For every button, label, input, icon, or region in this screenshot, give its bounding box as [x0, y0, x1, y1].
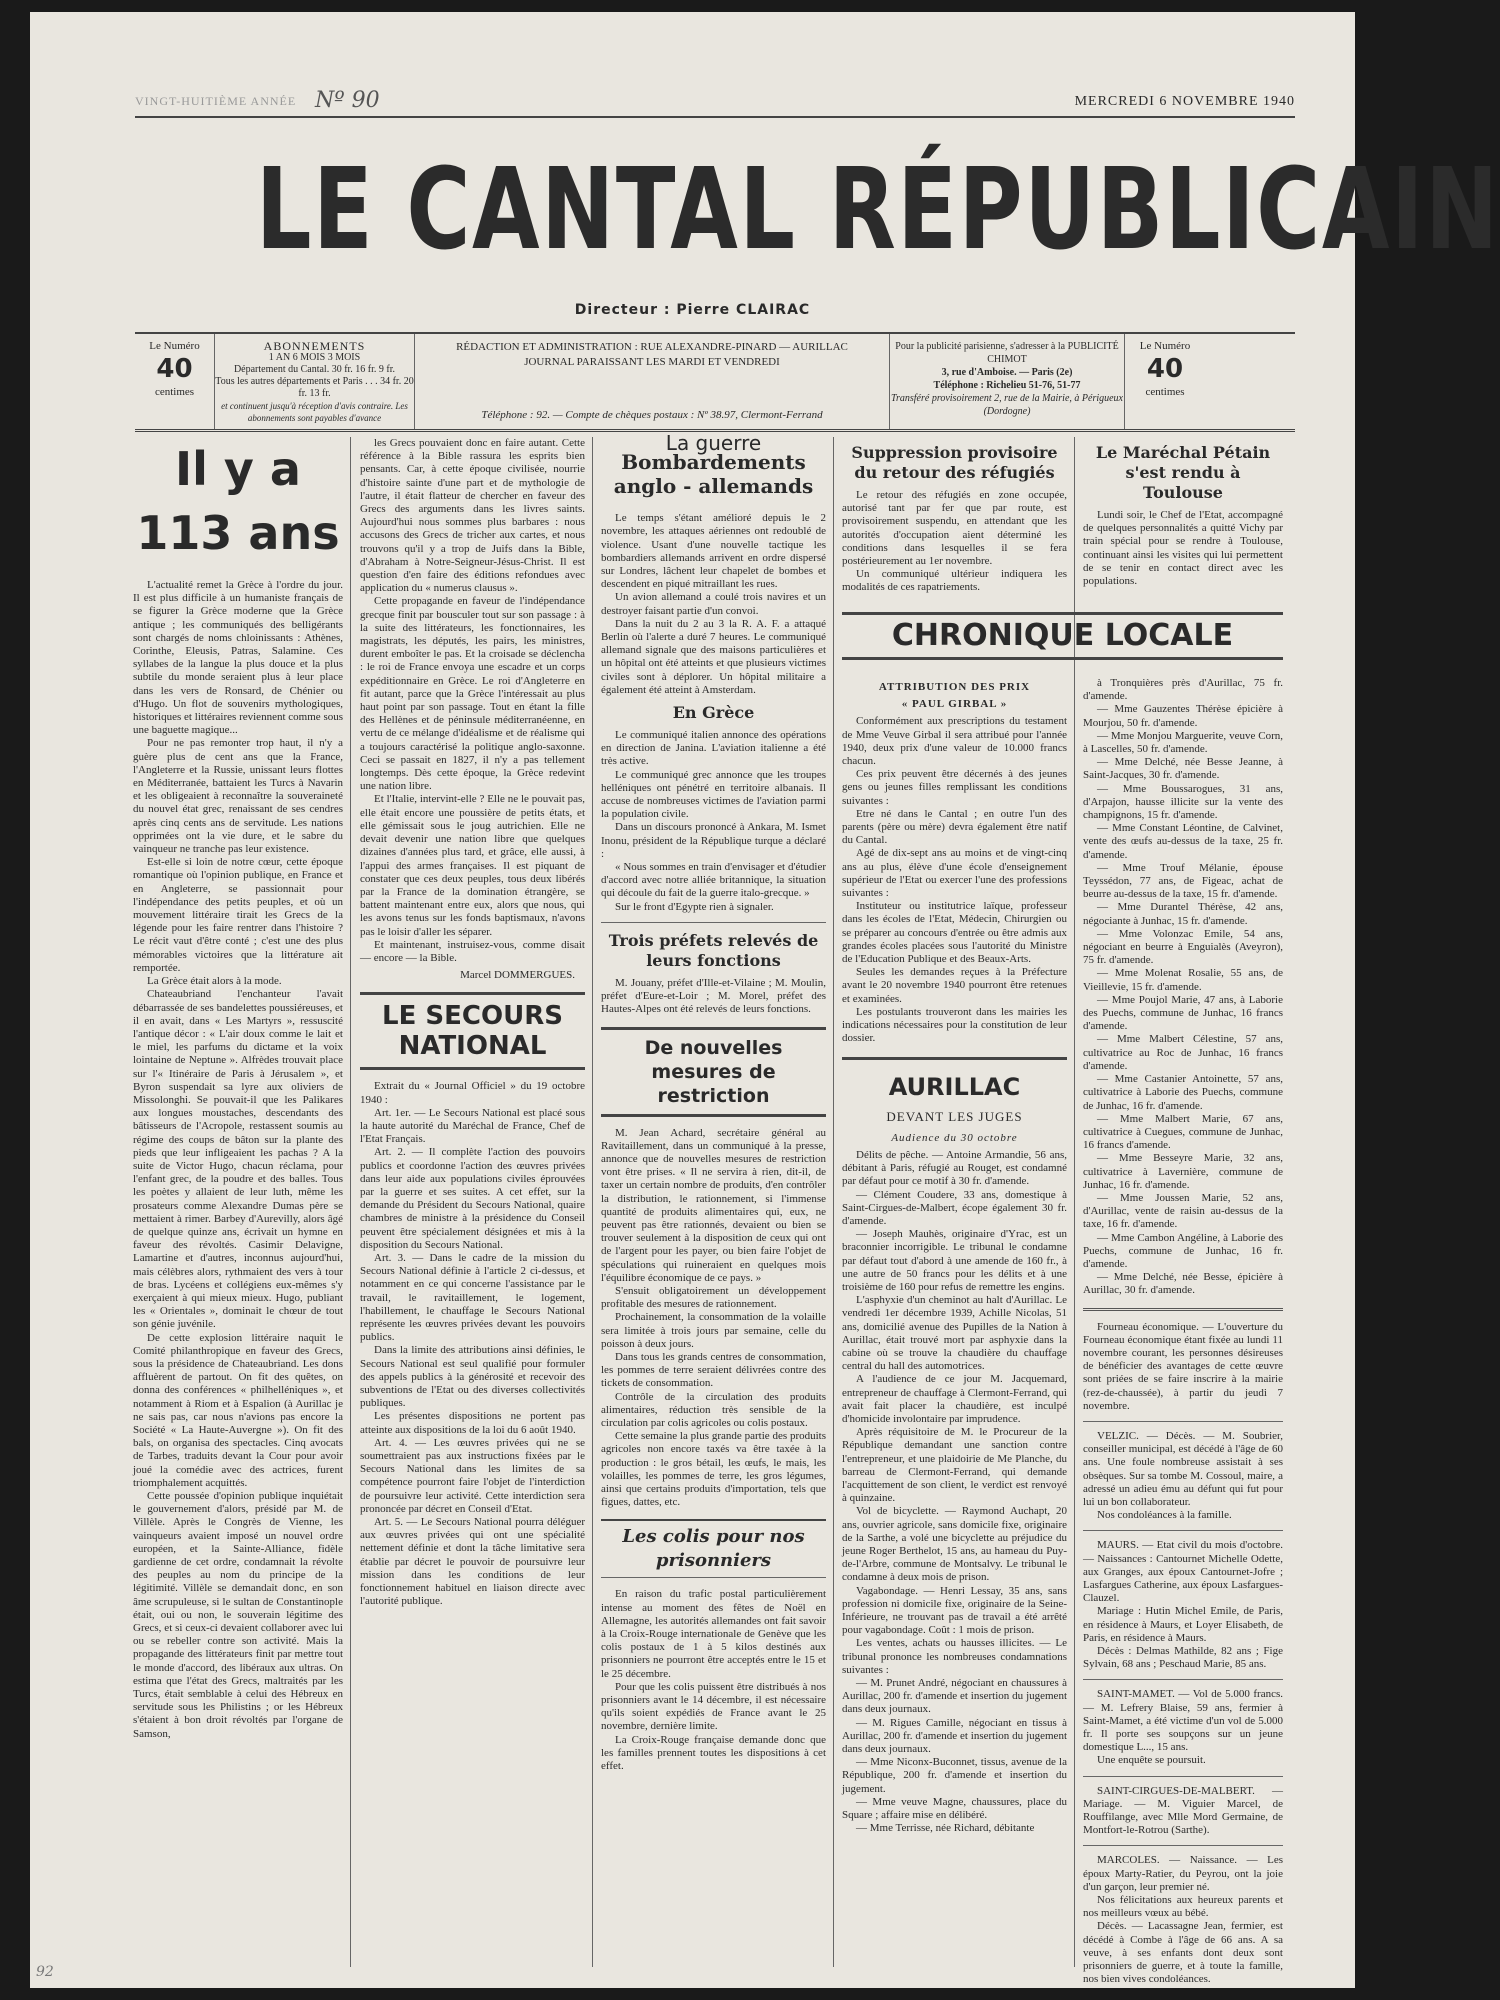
subhead-en-grece: En Grèce: [672, 703, 755, 723]
newspaper-title: LE CANTAL RÉPUBLICAIN: [255, 145, 1500, 275]
article-signature: Marcel DOMMERGUES.: [460, 969, 575, 982]
paragraph: — Mme Terrisse, née Richard, débitante: [856, 1822, 1035, 1835]
column-5-lower: [1083, 677, 1283, 1986]
paragraph: Cette semaine la plus grande partie des produits agricoles non encore taxés va être taxée à la production : le gros bétail, les œufs, le mais, les volailles, les pommes de terre, les gros légumes, ainsi que certains produits d'importation, tels que figues, dattes, etc.: [601, 1430, 826, 1509]
article-devant-les-juges: [842, 1149, 1067, 1836]
paragraph: Est-elle si loin de notre cœur, cette époque romantique où l'opinion publique, en France et en Angleterre, se passionnait pour l'indépendance des petits peuples, et où un mouvement littéraire tirait les Grecs de la légende pour les faire rentrer dans l'histoire ? Le récit vaut d'être conté ; c'est une des plus mémorables victoires que la littérature ait remportée.: [133, 856, 343, 974]
column-rule: [1074, 437, 1075, 1967]
paragraph: S'ensuit obligatoirement un développement profitable des mesures de rationnement.: [601, 1284, 826, 1311]
paragraph: — Mme Cambon Angéline, à Laborie des Puechs, commune de Junhac, 16 fr. d'amende.: [1083, 1231, 1283, 1270]
column-3: [601, 431, 826, 1967]
paragraph: Un communiqué ultérieur indiquera les modalités de ces rapatriements.: [842, 568, 1067, 594]
paragraph: Art. 4. — Les œuvres privées qui ne se soumettraient pas aux instructions fixées par le Secours National dans les limites de sa compétence pourront faire l'objet de l'interdiction de poursuivre leur activité. Cette interdiction sera prononcée par décret en Conseil d'Etat.: [360, 1436, 585, 1515]
paragraph: les Grecs pouvaient donc en faire autant. Cette référence à la Bible rassura les esprits bien pensants. Car, à cette époque civilisée, nourrie d'histoire sainte d'une part et de mythologie de l'autre, il était flatteur de chercher en faveur des Grecs des arguments dans les livres saints. Aujourd'hui nous sommes plus barbares : nous accusons des Grecs de tricher aux cartes, et nous trouvons qu'il y a trop de Juifs dans la Bible, d'Abraham à Notre-Seigneur-Jésus-Christ. Il est question d'en faire des éditions refondues avec application du « numerus clausus ».: [360, 437, 585, 595]
redaction-telephone: Téléphone : 92. — Compte de chèques postaux : Nº 38.97, Clermont-Ferrand: [481, 409, 823, 421]
paragraph: Le communiqué italien annonce des opérations en direction de Janina. L'aviation italienne a été très active.: [601, 729, 826, 768]
article-amendes-suite: [1083, 677, 1283, 1298]
paragraph: Et maintenant, instruisez-vous, comme disait — encore — la Bible.: [360, 938, 585, 964]
article-marechal-petain: [1083, 509, 1283, 588]
paragraph: — Mme veuve Magne, chaussures, place du Square ; affaire mise en délibéré.: [842, 1795, 1067, 1822]
paragraph: — Mme Delché, née Besse Jeanne, à Saint-Jacques, 30 fr. d'amende.: [1083, 756, 1283, 782]
separator: [1083, 1776, 1283, 1777]
paragraph: Art. 2. — Il complète l'action des pouvoirs publics et coordonne l'action des œuvres privées dans leur aide aux populations civiles éprouvées par la guerre et ses suites. A cet effet, sur la demande du Président du Secours National, quaire chambres de ministre à la présidence du Conseil peuvent être spécialement désignées et mis à la disposition du Secours National.: [360, 1146, 585, 1251]
paragraph: — Mme Gauzentes Thérèse épicière à Mourjou, 50 fr. d'amende.: [1083, 703, 1283, 729]
separator: [1083, 1845, 1283, 1846]
paragraph: Un avion allemand a coulé trois navires et un destroyer faisant partie d'un convoi.: [601, 591, 826, 617]
paragraph: — Joseph Mauhès, originaire d'Yrac, est un braconnier incorrigible. Le tribunal le condamne par défaut tout d'abord à une amende de 160 fr., à une autre de 50 francs pour les délits et à une troisième de 160 pour refus de remettre les engins.: [842, 1228, 1067, 1293]
column-4-lower: [842, 677, 1067, 1967]
headline-il-y-a-113-ans: Il y a 113 ans: [136, 442, 340, 560]
paragraph: — Mme Besseyre Marie, 32 ans, cultivatrice à Lavernière, commune de Junhac, 16 fr. d'amende.: [1083, 1152, 1283, 1191]
pub-line4: Transféré provisoirement 2, rue de la Mairie, à Périgueux (Dordogne): [890, 393, 1123, 417]
headline-colis-prisonniers: Les colis pour nos prisonniers: [601, 1519, 826, 1578]
paragraph: Instituteur ou institutrice laïque, professeur dans les écoles de l'Etat, Médecin, Chirurgien ou se préparer au concours d'entrée ou être admis aux grandes écoles placées sous l'autorité du Ministre de l'Education Publique et des Beaux-Arts.: [842, 900, 1067, 966]
redaction-schedule: JOURNAL PARAISSANT LES MARDI ET VENDREDI: [524, 356, 780, 368]
top-dateline: [135, 88, 1295, 118]
paragraph: Vagabondage. — Henri Lessay, 35 ans, sans profession ni domicile fixe, originaire de la Seine-Inférieure, ne trouvant pas de travail a été arrêté pour vagabondage. Coût : 1 mois de prison.: [842, 1584, 1067, 1637]
paragraph: Dans un discours prononcé à Ankara, M. Ismet Inonu, président de la République turque a déclaré :: [601, 821, 826, 860]
paragraph: — M. Rigues Camille, négociant en tissus à Aurillac, 200 fr. d'amende et insertion du jugement dans deux journaux.: [842, 1716, 1067, 1756]
paragraph: Chateaubriand l'enchanteur l'avait débarrassée de ses bandelettes poussiéreuses, et il en avait, dans « Les Martyrs », ressuscité l'antique décor : « L'air doux comme le lait et le miel, les parfums du dictame et la voix lointaine de Neptune ». Alfrèdes trouvait place sur l'« Itinéraire de Paris à Jérusalem », et Byron suspendait sa lyre aux oliviers de Missolonghi. Se pouvait-il que les Palikares aux longues moustaches, descendants des bâtisseurs de l'Acropole, restassent soumis au régime des coups de bâton sur la plante des pieds que leur infligeaient les pachas ? A la suite de Victor Hugo, chacun réclama, pour l'enfant grec, de la poudre et des balles. Tous les poètes y allaient de leur luth, même les prosateurs comme Alexandre Dumas père se mettaient à rimer. Barbey d'Aurevilly, alors âgé de quelque quinze ans, écrivait un hymne en faveur des révoltés. Casimir Delavigne, Lamartine et d'autres, inconnus aujourd'hui, mais célèbres alors, rythmaient des vers à tour de bras. Lycéens et collégiens eux-mêmes s'y exerçaient à qui mieux mieux. Hugo, publiant les « Orientales », dominait le chœur de tout son génie juvénile.: [133, 988, 343, 1331]
column-rule: [350, 437, 351, 1967]
issue-date: MERCREDI 6 NOVEMBRE 1940: [1074, 94, 1295, 109]
paragraph: — Mme Molenat Rosalie, 55 ans, de Vieillevie, 15 fr. d'amende.: [1083, 967, 1283, 993]
paragraph: Lundi soir, le Chef de l'Etat, accompagné de quelques personnalités a quitté Vichy par train spécial pour se rendre à Toulouse, continuant ainsi les visites qui lui permettent de se tenir en contact direct avec les populations.: [1083, 509, 1283, 588]
issue-number: Nº 90: [315, 88, 380, 113]
paragraph: Le temps s'étant amélioré depuis le 2 novembre, les attaques aériennes ont redoublé de violence. Usant d'une nouvelle tactique les bombardiers allemands arrivent en ordre dispersé sur Londres, lâchent leur chapelet de bombes et descendent en piqué mitraillant les rues.: [601, 512, 826, 591]
paragraph: L'asphyxie d'un cheminot au halt d'Aurillac. Le vendredi 1er décembre 1939, Achille Nicolas, 51 ans, domicilié avenue des Pupilles de la Nation à Aurillac, était trouvé mort par asphyxie dans la cabine où se trouve la chaudière du chauffage central du hall des automotrices.: [842, 1294, 1067, 1373]
paragraph: Le communiqué grec annonce que les troupes helléniques ont pénétré en territoire albanais. Il accuse de nombreuses victimes de l'aviation parmi la population civile.: [601, 768, 826, 821]
paragraph: En raison du trafic postal particulièrement intense au moment des fêtes de Noël en Allemagne, les autorités allemandes ont fait savoir à la Croix-Rouge internationale de Genève que les colis postaux de 1 à 5 kilos destinés aux prisonniers ne pourront être acceptés entre le 15 et le 25 décembre.: [601, 1588, 826, 1680]
paragraph: — Mme Malbert Célestine, 57 ans, cultivatrice au Roc de Junhac, 16 francs d'amende.: [1083, 1033, 1283, 1072]
director-line: Directeur : Pierre CLAIRAC: [574, 302, 811, 318]
paragraph: MAURS. — Etat civil du mois d'octobre. — Naissances : Cantournet Michelle Odette, aux Granges, aux époux Cantournet-Jofre ; Lasfargues Catherine, aux époux Lasfargues-Clauzel.: [1083, 1539, 1283, 1605]
paragraph: Contrôle de la circulation des produits alimentaires, réduction très sensible de la circulation par colis agricoles ou colis postaux.: [601, 1390, 826, 1429]
pub-line1: Pour la publicité parisienne, s'adresser à la PUBLICITÉ CHIMOT: [895, 341, 1119, 365]
subhead-devant-les-juges: DEVANT LES JUGES: [886, 1109, 1023, 1125]
paragraph: MARCOLES. — Naissance. — Les époux Marty-Ratier, du Peyrou, ont la joie d'un garçon, leur premier né.: [1083, 1854, 1283, 1893]
paragraph: — Mme Monjou Marguerite, veuve Corn, à Lascelles, 50 fr. d'amende.: [1083, 729, 1283, 756]
price-box-right: [1125, 334, 1205, 429]
audience-date: Audience du 30 octobre: [891, 1131, 1018, 1144]
paragraph: Extrait du « Journal Officiel » du 19 octobre 1940 :: [360, 1080, 585, 1106]
article-il-y-a-113-ans: [133, 579, 343, 1741]
paragraph: Ces prix peuvent être décernés à des jeunes gens ou jeunes filles remplissant les conditions suivantes :: [842, 768, 1067, 807]
paragraph: — Mme Malbert Marie, 67 ans, cultivatrice à Cuegues, commune de Junhac, 16 francs d'amende.: [1083, 1112, 1283, 1152]
paragraph: Décès. — Lacassagne Jean, fermier, est décédé à Combe à l'âge de 66 ans. A sa veuve, à ses enfants dont deux sont prisonniers de guerre, et à toute la famille, nos bien vives condoléances.: [1083, 1920, 1283, 1986]
paragraph: — Mme Trouf Mélanie, épouse Teyssédon, 77 ans, de Figeac, achat de beurre au-dessus de la taxe, 15 fr. d'amende.: [1083, 861, 1283, 901]
separator: [601, 922, 826, 923]
separator: [1083, 1679, 1283, 1680]
article-velzic: [1083, 1430, 1283, 1522]
paragraph: De cette explosion littéraire naquit le Comité philanthropique en faveur des Grecs, sous la présidence de Chateaubriand. Les dons affluèrent de partout. On fit des quêtes, on donna des conférences « philhelléniques », et notamment à Riom et à Espalion (à Aurillac je ne sais pas, car nous n'avions pas encore la Société « La Haute-Auvergne »). On fit des bals, on organisa des spectacles. Cinq avocats de Tarbes, traduits devant la Cour pour avoir joué la comédie avec des actrices, furent triomphalement acquittés.: [133, 1331, 343, 1489]
paragraph: — Clément Coudere, 33 ans, domestique à Saint-Cirgues-de-Malbert, écope également 30 fr. d'amende.: [842, 1188, 1067, 1227]
paragraph: VELZIC. — Décès. — M. Soubrier, conseiller municipal, est décédé à l'âge de 60 ans. Une foule nombreuse assistait à ses obsèques. Sur sa tombe M. Cossoul, maire, a adressé un adieu ému au défunt qui fut pour lui un bon collaborateur.: [1083, 1429, 1283, 1508]
subscriptions-line2: Tous les autres départements et Paris . . . 34 fr. 20 fr. 13 fr.: [215, 376, 414, 399]
paragraph: Cette propagande en faveur de l'indépendance grecque finit par bousculer tout sur son passage : à la suite des littérateurs, les fonctionnaires, les magistrats, les députés, les pairs, les ministres, durent emboîter le pas. Et la croisade se déclencha : le roi de France envoya une escadre et un corps expéditionnaire en Grèce. Le roi d'Angleterre en fit autant, parce que la Grèce l'intéressait au plus haut point par son passage. Tout en étant la fille des Hellènes et de péninsule méditerranéenne, en vertu de ce mélange d'idéalisme et de réalisme qui a toujours caractérisé la politique anglo-saxonne. Ceci se passait en 1827, il n'y a pas tellement longtemps. Dès cette époque, la Grèce redevint une nation libre.: [360, 595, 585, 793]
article-colis-prisonniers: [601, 1588, 826, 1773]
paragraph: Nos condoléances à la famille.: [1097, 1509, 1232, 1522]
price-unit: centimes: [1145, 386, 1185, 398]
year-label: VINGT-HUITIÈME ANNÉE: [135, 94, 297, 108]
subscriptions-note: et continuent jusqu'à réception d'avis contraire. Les abonnements sont payables d'avance: [221, 401, 408, 423]
paragraph: Délits de pêche. — Antoine Armandie, 56 ans, débitant à Paris, réfugié au Rouget, est condamné par défaut pour ce motif à 30 fr. d'amende.: [842, 1148, 1067, 1188]
paragraph: — Mme Volonzac Emile, 54 ans, négociant en beurre à Enguialès (Aveyron), 75 fr. d'amende.: [1083, 927, 1283, 967]
headline-marechal-petain: Le Maréchal Pétain s'est rendu à Toulouse: [1095, 443, 1271, 502]
paragraph: La Grèce était alors à la mode.: [147, 975, 282, 988]
pub-line3: Téléphone : Richelieu 51-76, 51-77: [933, 380, 1081, 391]
headline-secours-national: LE SECOURS NATIONAL: [360, 992, 585, 1070]
paragraph: Art. 1er. — Le Secours National est placé sous la haute autorité du Maréchal de France, Chef de l'Etat Français.: [360, 1106, 585, 1146]
info-bar: [135, 332, 1295, 432]
redaction-address: RÉDACTION ET ADMINISTRATION : RUE ALEXANDRE-PINARD — AURILLAC: [456, 341, 848, 353]
subscriptions-periods: 1 AN 6 MOIS 3 MOIS: [268, 352, 361, 363]
separator: [1083, 1530, 1283, 1531]
paragraph: — Mme Niconx-Buconnet, tissus, avenue de la République, 200 fr. d'amende et insertion du jugement.: [842, 1756, 1067, 1795]
separator: [1083, 1308, 1283, 1311]
paragraph: — Mme Boussarogues, 31 ans, d'Arpajon, hausse illicite sur la vente des champignons, 15 fr. d'amende.: [1083, 782, 1283, 822]
paragraph: — Mme Durantel Thérèse, 42 ans, négociante à Junhac, 15 fr. d'amende.: [1083, 901, 1283, 927]
headline-chronique-locale: CHRONIQUE LOCALE: [842, 612, 1283, 660]
price-value: 40: [156, 354, 193, 384]
article-suppression-retour: [842, 489, 1067, 595]
article-trois-prefets: [601, 977, 826, 1017]
subscriptions-box: [215, 334, 415, 429]
column-2: [360, 437, 585, 1967]
paragraph: Prochainement, la consommation de la volaille sera limitée à trois jours par semaine, celle du poisson à deux jours.: [601, 1311, 826, 1350]
pub-line2: 3, rue d'Amboise. — Paris (2e): [941, 367, 1073, 378]
headline-suppression-retour: Suppression provisoire du retour des réfugiés: [851, 443, 1058, 482]
column-rule: [833, 437, 834, 1967]
chronique-banner: [842, 612, 1283, 660]
price-label: Le Numéro: [1139, 340, 1191, 352]
paragraph: « Nous sommes en train d'envisager et d'étudier d'accord avec notre alliée britannique, la situation qui découle du fait de la guerre italo-grecque. »: [601, 861, 826, 900]
headline-nouvelles-mesures: De nouvelles mesures de restriction: [601, 1027, 826, 1117]
paragraph: Le retour des réfugiés en zone occupée, autorisé tant par fer que par route, est provisoirement suspendu, en attendant que les autorités d'occupation aient déterminé les conditions dans lesquelles il se fera postérieurement au 1er novembre.: [842, 489, 1067, 568]
paragraph: Les présentes dispositions ne portent pas atteinte aux dispositions de la loi du 6 août 1940.: [360, 1410, 585, 1436]
article-saint-cirgues: [1083, 1785, 1283, 1838]
paragraph: Dans la nuit du 2 au 3 la R. A. F. a attaqué Berlin où l'alerte a duré 7 heures. Le communiqué allemand signale que des maisons particulières et un hôpital ont été atteints et que plusieurs victimes civiles sont à déplorer. Un hôpital militaire a également été atteint à Amsterdam.: [601, 617, 826, 696]
article-secours-national: [360, 1080, 585, 1608]
paragraph: Etre né dans le Cantal ; en outre l'un des parents (père ou mère) devra également être natif du Cantal.: [842, 807, 1067, 847]
kicker-la-guerre: La guerre: [665, 431, 762, 455]
separator: [1083, 1421, 1283, 1422]
paragraph: — M. Prunet André, négociant en chaussures à Aurillac, 200 fr. d'amende et insertion du jugement dans deux journaux.: [842, 1677, 1067, 1716]
article-bombardements: [601, 512, 826, 697]
price-unit: centimes: [154, 386, 195, 398]
headline-bombardements: Bombardements anglo - allemands: [613, 450, 814, 499]
paragraph: — Mme Poujol Marie, 47 ans, à Laborie des Puechs, commune de Junhac, 16 francs d'amende.: [1083, 993, 1283, 1033]
subhead-attribution-prix: ATTRIBUTION DES PRIX: [878, 681, 1031, 693]
paragraph: Après réquisitoire de M. le Procureur de la République demandant une sanction contre l'entrepreneur, et une plaidoirie de Me Planche, du barreau de Clermont-Ferrand, qui demande l'acquittement de son client, le verdict est renvoyé à quinzaine.: [842, 1426, 1067, 1505]
paragraph: Les ventes, achats ou hausses illicites. — Le tribunal prononce les nombreuses condamnations suivantes :: [842, 1637, 1067, 1676]
price-value: 40: [1146, 354, 1184, 384]
paragraph: Sur le front d'Egypte rien à signaler.: [615, 900, 774, 913]
paragraph: Pour que les colis puissent être distribués à nos prisonniers avant le 14 décembre, il est nécessaire qu'ils soient expédiés de France avant le 25 novembre, dernière limite.: [601, 1680, 826, 1733]
article-marcoles: [1083, 1854, 1283, 1986]
paragraph: Décès : Delmas Mathilde, 82 ans ; Fige Sylvain, 68 ans ; Peschaud Marie, 85 ans.: [1083, 1645, 1283, 1671]
paragraph: Vol de bicyclette. — Raymond Auchapt, 20 ans, ouvrier agricole, sans domicile fixe, originaire de la Sarthe, a volé une bicyclette au préjudice du jeune Roger Berthelot, 15 ans, au hameau du Puy-de-l'Arbre, commune de Montsalvy. Le tribunal le condamne à deux mois de prison.: [842, 1505, 1067, 1584]
paragraph: Art. 5. — Le Secours National pourra déléguer aux œuvres privées qui ont une spécialité nettement définie et dont la tâche limitative sera établie par décret le pouvoir de poursuivre leur mission dans les conditions de leur fonctionnement habituel en liaison directe avec l'autorité publique.: [360, 1516, 585, 1608]
paragraph: A l'audience de ce jour M. Jacquemard, entrepreneur de chauffage à Clermont-Ferrand, qui avait fait placer la chaudière, est inculpé d'homicide involontaire par imprudence.: [842, 1373, 1067, 1425]
paragraph: Dans la limite des attributions ainsi définies, le Secours National est seul qualifié pour formuler des appels publics à la générosité et recevoir des subventions de l'Etat ou des diverses collectivités publiques.: [360, 1344, 585, 1410]
paragraph: Une enquête se poursuit.: [1097, 1754, 1206, 1767]
paragraph: Les postulants trouveront dans les mairies les indications nécessaires pour la constitution de leur dossier.: [842, 1005, 1067, 1045]
paragraph: Et l'Italie, intervint-elle ? Elle ne le pouvait pas, elle était encore une poussière de petits états, et elle gémissait sous le joug autrichien. Elle ne devait devenir une nation libre que quelques dizaines d'années plus tard, et grâce, elle aussi, à l'appui des armes françaises. Il est piquant de constater que ces deux peuples, tous deux libérés par la France de la domination étrangère, se battent maintenant entre eux, alors que nous, qui les avons tenus sur les fonds baptismaux, n'avons pas le loisir d'aller les séparer.: [360, 793, 585, 938]
redaction-box: [415, 334, 890, 429]
headline-trois-prefets: Trois préfets relevés de leurs fonctions: [608, 930, 819, 970]
paragraph: — Mme Joussen Marie, 52 ans, d'Aurillac, vente de raisin au-dessus de la taxe, 16 fr. d'amende.: [1083, 1191, 1283, 1231]
paragraph: Conformément aux prescriptions du testament de Mme Veuve Girbal il sera attribué pour l'année 1940, deux prix d'une valeur de 10.000 francs chacun.: [842, 715, 1067, 768]
handwritten-margin-note: 92: [36, 1964, 54, 1980]
paragraph: — Mme Delché, née Besse, épicière à Aurillac, 30 fr. d'amende.: [1083, 1271, 1283, 1297]
column-rule: [592, 437, 593, 1967]
paragraph: SAINT-MAMET. — Vol de 5.000 francs. — M. Lefrery Blaise, 59 ans, fermier à Saint-Mamet, a été victime d'un vol de 5.000 fr. Il porte ses soupçons sur un jeune domestique L..., 15 ans.: [1083, 1688, 1283, 1754]
paragraph: Dans tous les grands centres de consommation, les pommes de terre seraient délivrées contre des tickets de consommation.: [601, 1350, 826, 1390]
article-prix-girbal: [842, 715, 1067, 1045]
paragraph: Cette poussée d'opinion publique inquiétait le gouvernement d'alors, présidé par M. de Villèle. Après le Congrès de Vienne, les vainqueurs avaient imposé un nouvel ordre européen, et la Sainte-Alliance, fidèle gardienne de cet ordre, condamnait la révolte des peuples au nom du principe de la légitimité. Villèle se demandait donc, en son âme scrupuleuse, si le sultan de Constantinople était, oui ou non, le souverain légitime des Grecs, et si ceux-ci devaient collaborer avec lui ou se rebeller contre son activité. Mais la propagande des littérateurs finit par mettre tout le monde d'accord, des libéraux aux ultras. On estima que l'état des Grecs, maltraités par les Turcs, était semblable à celui des Hébreux en servitude sous les Philistins ; or les Hébreux s'étaient à bon droit révoltés par l'organe de Samson,: [133, 1490, 343, 1740]
article-nouvelles-mesures: [601, 1127, 826, 1510]
paragraph: Mariage : Hutin Michel Emile, de Paris, en résidence à Maurs, et Loyer Elisabeth, de Paris, en résidence à Maurs.: [1083, 1605, 1283, 1644]
paragraph: à Tronquières près d'Aurillac, 75 fr. d'amende.: [1083, 677, 1283, 703]
newspaper-page: [30, 12, 1500, 1988]
advertising-box: [890, 334, 1125, 429]
subscriptions-title: ABONNEMENTS: [263, 339, 366, 353]
paragraph: SAINT-CIRGUES-DE-MALBERT. — Mariage. — M. Viguier Marcel, de Rouffilange, avec Mlle Mord Germaine, de Montfort-le-Rotrou (Sarthe).: [1083, 1784, 1283, 1837]
article-il-y-a-113-ans-continued: [360, 437, 585, 965]
article-en-grece: [601, 729, 826, 914]
paragraph: Fourneau économique. — L'ouverture du Fourneau économique étant fixée au lundi 11 novembre courant, les personnes désireuses de bénéficier des avantages de cette œuvre sont priées de se faire inscrire à la mairie (rez-de-chaussée), à partir du jeudi 7 novembre.: [1083, 1320, 1283, 1412]
article-maurs: [1083, 1539, 1283, 1671]
subhead-paul-girbal: « PAUL GIRBAL »: [901, 698, 1008, 711]
article-fourneau: [1083, 1321, 1283, 1413]
paragraph: — Mme Constant Léontine, de Calvinet, vente des œufs au-dessus de la taxe, 25 fr. d'amende.: [1083, 822, 1283, 861]
headline-aurillac: AURILLAC: [842, 1057, 1067, 1102]
paragraph: Nos félicitations aux heureux parents et nos meilleurs vœux au bébé.: [1083, 1894, 1283, 1920]
price-label: Le Numéro: [149, 340, 200, 352]
paragraph: M. Jean Achard, secrétaire général au Ravitaillement, dans un communiqué à la presse, annonce que de nouvelles mesures de restriction vont être prises. « Il ne servira à rien, dit-il, de taxer un certain nombre de produits, d'en contrôler la distribution, le rationnement, si l'immense quantité de produits alimentaires qui, eux, ne peuvent pas être rationnés, devaient ou bien se trouver seulement à la disposition de ceux qui ont de l'argent pour les payer, ou bien faire l'objet de spéculations qui ruineraient en quelques mois l'équilibre économique de ce pays. »: [601, 1126, 826, 1284]
column-1: [133, 437, 343, 1967]
paragraph: Art. 3. — Dans le cadre de la mission du Secours National définie à l'article 2 ci-dessus, et notamment en ce qui concerne l'assistance par le travail, le ravitaillement, le logement, l'habillement, le chauffage le Secours National représente les œuvres privées devant les pouvoirs publics.: [360, 1251, 585, 1344]
paragraph: L'actualité remet la Grèce à l'ordre du jour. Il est plus difficile à un humaniste français de se figurer la Grèce moderne que la Grèce antique ; les communiqués des belligérants sont chargés de noms chloinissants : Athènes, Corinthe, Eleusis, Patras, Salamine. Ces syllabes de la langue la plus douce et la plus subtile du monde seraient plus à leur place dans les vers de Ronsard, de Chénier ou d'Hugo. Un flot de souvenirs mythologiques, historiques et littéraires reviennent comme sous une baguette magique...: [133, 579, 343, 737]
paragraph: La Croix-Rouge française demande donc que les familles prennent toutes les dispositions à cet effet.: [601, 1733, 826, 1773]
subscriptions-line1: Département du Cantal. 30 fr. 16 fr. 9 fr.: [233, 364, 396, 375]
paragraph: M. Jouany, préfet d'Ille-et-Vilaine ; M. Moulin, préfet d'Eure-et-Loir ; M. Morel, préfet des Hautes-Alpes ont été relevés de leurs fonctions.: [601, 976, 826, 1016]
price-box-left: [135, 334, 215, 429]
paragraph: Seules les demandes reçues à la Préfecture avant le 20 novembre 1940 pourront être retenues et examinées.: [842, 966, 1067, 1005]
paragraph: Pour ne pas remonter trop haut, il n'y a guère plus de cent ans que la France, l'Angleterre et la Russie, unissant leurs flottes en Méditerranée, battaient les Turcs à Navarin et les obligeaient à reconnaître la souveraineté du nouvel état grec, renaissant de ses cendres après cinq cents ans de servitude. Les nations opprimées ont la vie dure, et le sabre du vainqueur ne tranche pas leur existence.: [133, 737, 343, 856]
paragraph: Agé de dix-sept ans au moins et de vingt-cinq ans au plus, élève d'une école d'enseignement supérieur de l'Etat ou exercer l'une des professions suivantes :: [842, 847, 1067, 900]
paragraph: — Mme Castanier Antoinette, 57 ans, cultivatrice à Laborie des Puechs, commune de Junhac, 16 fr. d'amende.: [1083, 1073, 1283, 1112]
article-saint-mamet: [1083, 1688, 1283, 1767]
